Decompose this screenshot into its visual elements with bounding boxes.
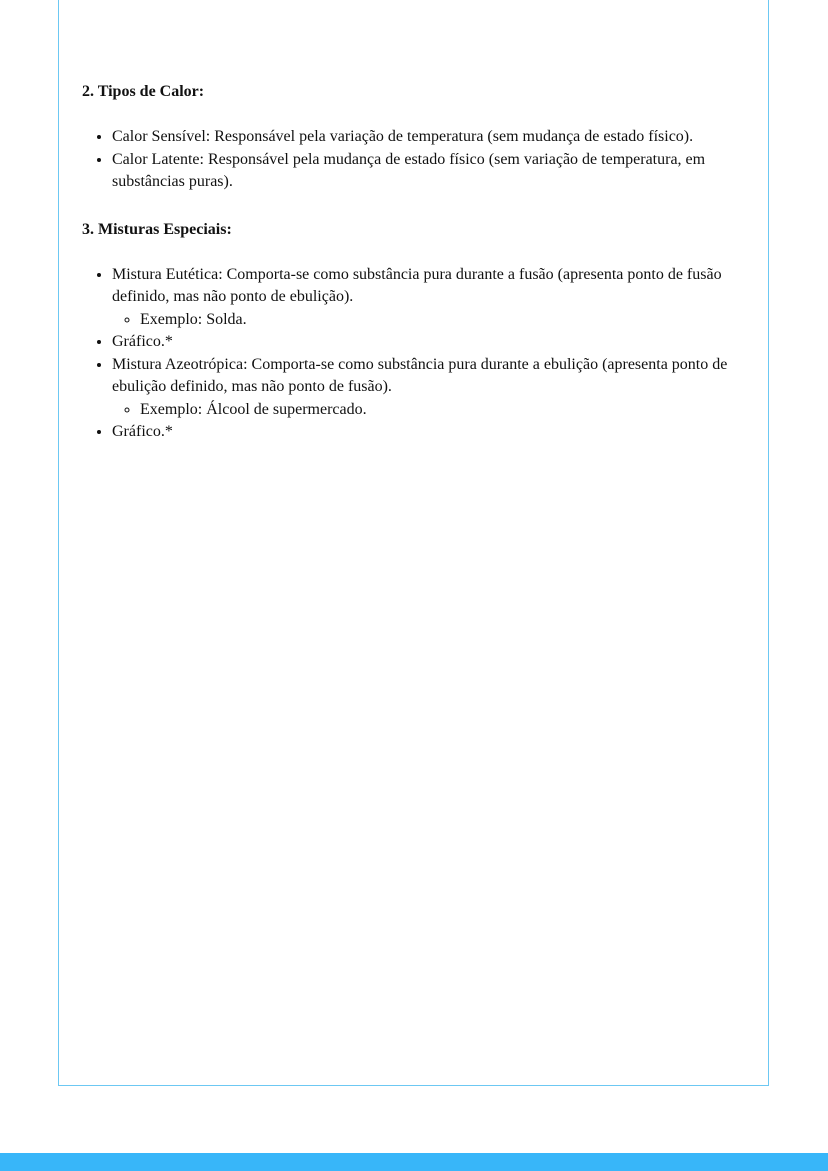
sub-list-item: ◦ Exemplo: Solda.: [140, 309, 752, 332]
section-heading-tipos-de-calor: 2. Tipos de Calor:: [82, 83, 205, 100]
list-item: • Gráfico.*: [112, 421, 752, 444]
list-item-text: Mistura Eutética: Comporta-se como substância pura durante a fusão (apresenta ponto de fusão definido, mas não ponto de ebulição).: [112, 265, 722, 305]
list-item: • Calor Sensível: Responsável pela variação de temperatura (sem mudança de estado físico).: [112, 126, 752, 149]
sub-list-item: ◦ Exemplo: Álcool de supermercado.: [140, 399, 752, 422]
tipos-de-calor-list: [82, 126, 752, 194]
section-heading-misturas-especiais: 3. Misturas Especiais:: [82, 220, 232, 238]
misturas-especiais-list: [82, 264, 752, 444]
list-item: • Gráfico.*: [112, 331, 752, 354]
list-item-text: Mistura Azeotrópica: Comporta-se como substância pura durante a ebulição (apresenta ponto de ebulição definido, mas não ponto de fusão).: [112, 355, 728, 395]
list-item: • Calor Latente: Responsável pela mudança de estado físico (sem variação de temperatura, em substâncias puras).: [112, 149, 752, 194]
list-item: [112, 354, 752, 422]
bottom-accent-bar: [0, 1153, 828, 1171]
list-item: [112, 264, 752, 332]
document-content: [82, 80, 752, 468]
